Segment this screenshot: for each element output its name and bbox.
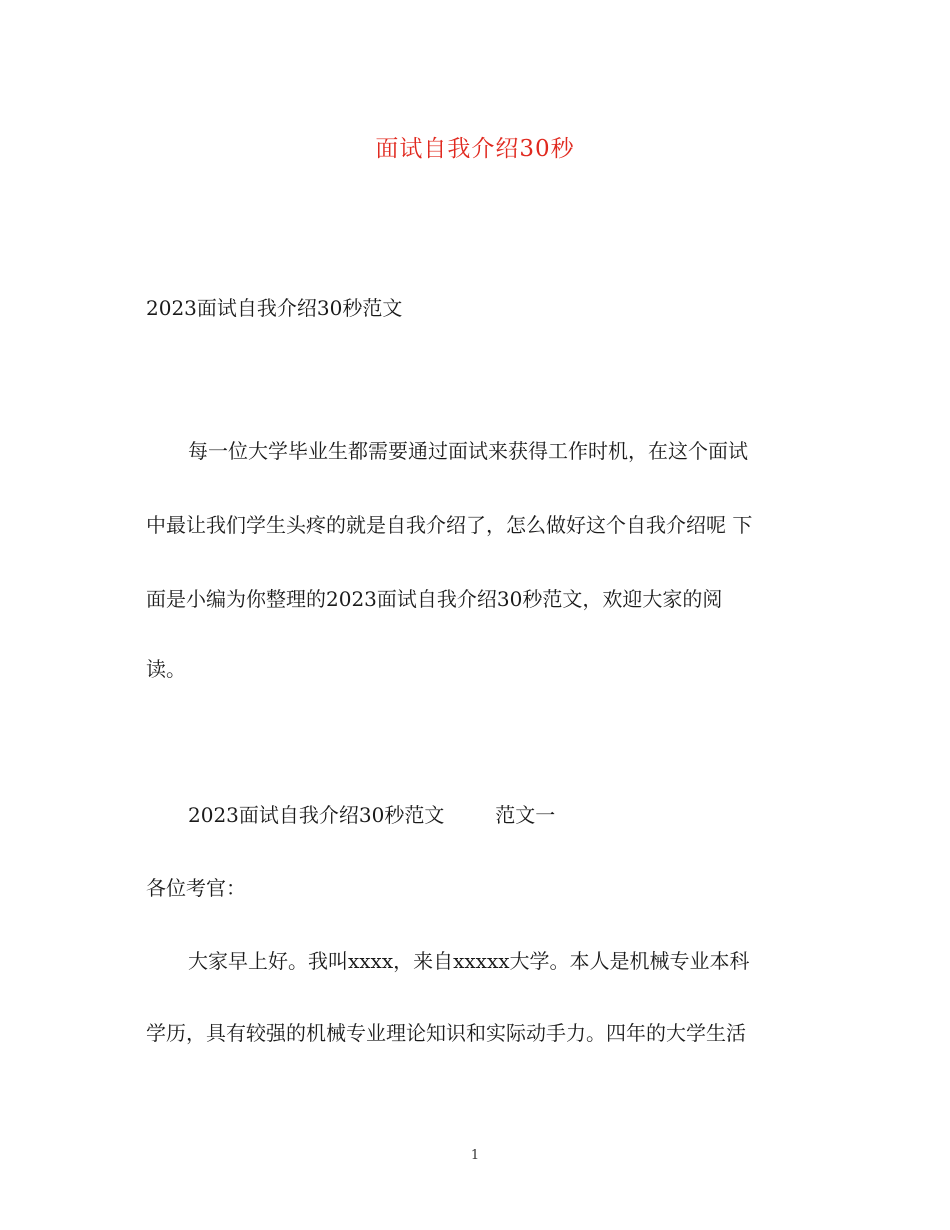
intro-line-4: 读。 xyxy=(146,657,186,681)
intro-line-1: 每一位大学毕业生都需要通过面试来获得工作时机，在这个面试 xyxy=(188,439,748,463)
page-number: 1 xyxy=(470,1148,480,1163)
document-subtitle: 2023面试自我介绍30秒范文 xyxy=(146,296,403,320)
body-line-2: 学历，具有较强的机械专业理论知识和实际动手力。四年的大学生活 xyxy=(146,1021,746,1045)
greeting: 各位考官： xyxy=(146,876,246,900)
document-title: 面试自我介绍30秒 xyxy=(375,136,575,162)
intro-line-3: 面是小编为你整理的2023面试自我介绍30秒范文，欢迎大家的阅 xyxy=(146,587,723,611)
intro-line-2: 中最让我们学生头疼的就是自我介绍了，怎么做好这个自我介绍呢 下 xyxy=(146,513,753,537)
body-line-1: 大家早上好。我叫xxxx，来自xxxxx大学。本人是机械专业本科 xyxy=(188,949,750,973)
section-heading: 2023面试自我介绍30秒范文 范文一 xyxy=(188,803,556,827)
